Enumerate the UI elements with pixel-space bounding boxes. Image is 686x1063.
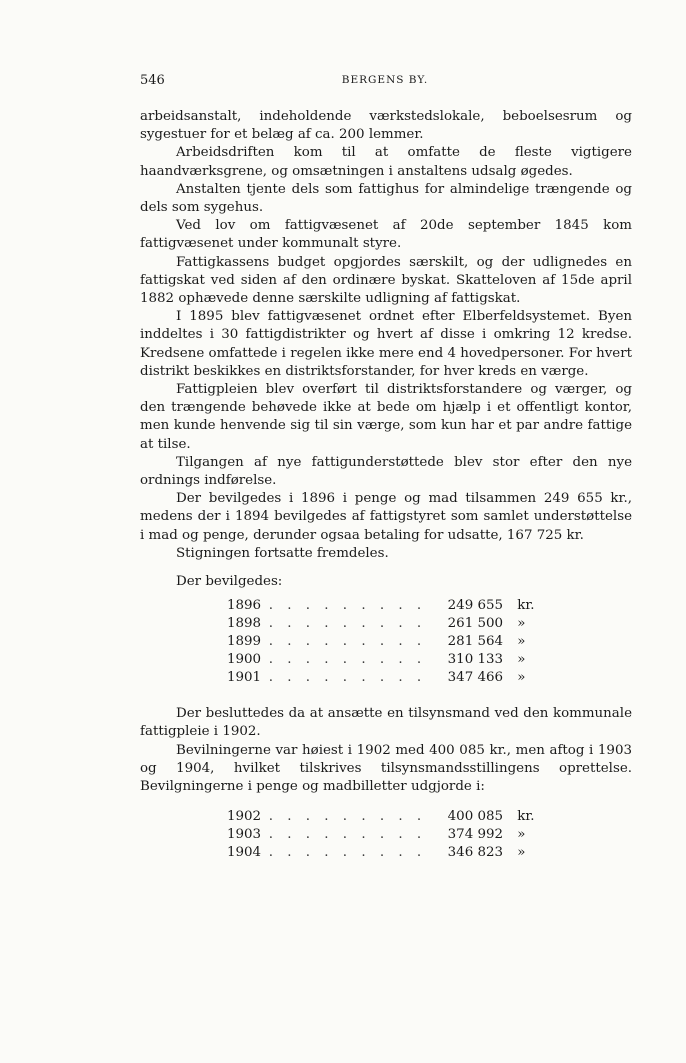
leader-dots: . . . . . . . . . [268,634,427,650]
year-cell: 1900 [227,652,262,668]
body-text [140,108,632,870]
year-cell: 1903 [227,827,262,843]
unit-cell: » [517,670,526,686]
paragraph: Anstalten tjente dels som fattighus for almindelige trængende og dels som sygehus. [140,181,632,216]
leader-dots: . . . . . . . . . [268,827,427,843]
unit-cell: » [517,616,526,632]
table-row [227,651,557,669]
paragraph: Fattigpleien blev overført til distriktsforstandere og værger, og den trængende behøvede ikke at bede om hjælp i et offentligt kontor, men kunde henvende sig til sin værge, som kun har et par andre fattige at tilse. [140,382,632,452]
leader-dots: . . . . . . . . . [268,598,427,614]
amount-cell: 281 564 [447,634,504,650]
paragraph: Bevilningerne var høiest i 1902 med 400 085 kr., men aftog i 1903 og 1904, hvilket tilskrives tilsynsmandsstillingens oprettelse. Bevilgningerne i penge og madbilletter udgjorde i: [140,742,632,795]
table-row [227,844,557,862]
page-header [140,73,630,95]
unit-cell: kr. [517,598,535,614]
leader-dots: . . . . . . . . . [268,670,427,686]
grants-table-1896-1901 [227,597,557,687]
amount-cell: 310 133 [447,652,504,668]
amount-cell: 374 992 [447,827,504,843]
leader-dots: . . . . . . . . . [268,809,427,825]
table-row [227,633,557,651]
grants-table-1902-1904 [227,808,557,862]
paragraph: Der besluttedes da at ansætte en tilsynsmand ved den kommunale fattigpleie i 1902. [140,706,632,740]
table-label: Der bevilgedes: [176,574,283,590]
paragraph: arbeidsanstalt, indeholdende værkstedslokale, beboelsesrum og sygestuer for et belæg af ca. 200 lemmer. [140,109,632,143]
leader-dots: . . . . . . . . . [268,616,427,632]
table-row [227,826,557,844]
year-cell: 1901 [227,670,262,686]
year-cell: 1904 [227,845,262,861]
year-cell: 1899 [227,634,262,650]
paragraph: Stigningen fortsatte fremdeles. [176,545,389,561]
unit-cell: » [517,845,526,861]
table-row [227,597,557,615]
amount-cell: 347 466 [447,670,504,686]
table-row [227,808,557,826]
unit-cell: kr. [517,809,535,825]
amount-cell: 400 085 [447,809,504,825]
page-number: 546 [140,73,165,88]
table-row [227,669,557,687]
unit-cell: » [517,634,526,650]
paragraph: Ved lov om fattigvæsenet af 20de september 1845 kom fattigvæsenet under kommunalt styre. [140,218,632,252]
table-row [227,615,557,633]
paragraph: I 1895 blev fattigvæsenet ordnet efter Elberfeldsystemet. Byen inddeltes i 30 fattigdistrikter og hvert af disse i omkring 12 kredse. Kredsene omfattede i regelen ikke mere end 4 hovedpersoner. For hvert distrikt beskikkes en distriktsforstander, for hver kreds en værge. [140,309,632,379]
year-cell: 1896 [227,598,262,614]
year-cell: 1902 [227,809,262,825]
paragraph: Tilgangen af nye fattigunderstøttede blev stor efter den nye ordnings indførelse. [140,454,632,489]
running-title: BERGENS BY. [341,74,429,86]
leader-dots: . . . . . . . . . [268,845,427,861]
year-cell: 1898 [227,616,262,632]
amount-cell: 261 500 [447,616,504,632]
unit-cell: » [517,827,526,843]
leader-dots: . . . . . . . . . [268,652,427,668]
paragraph: Arbeidsdriften kom til at omfatte de fleste vigtigere haandværksgrene, og omsætningen i anstaltens udsalg øgedes. [140,145,632,179]
paragraph: Fattigkassens budget opgjordes særskilt, og der udlignedes en fattigskat ved siden af den ordinære byskat. Skatteloven af 15de april 1882 ophævede denne særskilte udligning af fattigskat. [140,254,632,307]
amount-cell: 249 655 [447,598,504,614]
amount-cell: 346 823 [447,845,504,861]
unit-cell: » [517,652,526,668]
paragraph: Der bevilgedes i 1896 i penge og mad tilsammen 249 655 kr., medens der i 1894 bevilgedes af fattigstyret som samlet understøttelse i mad og penge, derunder ogsaa betaling for udsatte, 167 725 kr. [140,491,632,543]
